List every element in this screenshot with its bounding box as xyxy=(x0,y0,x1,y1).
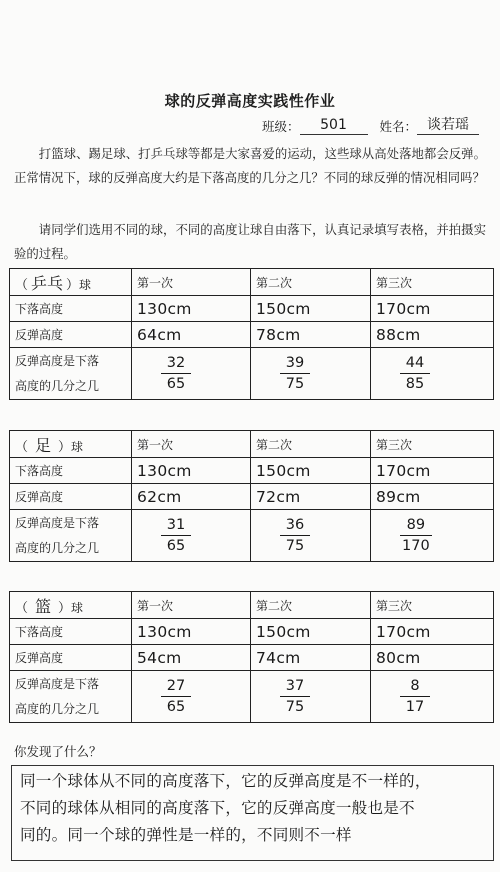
answer-box xyxy=(11,765,494,861)
record-table-3 xyxy=(9,591,494,723)
class-value: 501 xyxy=(300,116,368,135)
fraction-label-line-2: 高度的几分之几 xyxy=(15,378,100,393)
fraction-cell xyxy=(251,671,371,723)
fraction-value xyxy=(400,515,432,556)
bounce-height-row xyxy=(10,322,494,348)
attempt-3-header: 第三次 xyxy=(371,269,494,296)
bounce-height-value: 78cm xyxy=(251,322,371,348)
drop-height-value: 150cm xyxy=(251,458,371,484)
fraction-denominator: 85 xyxy=(400,373,430,394)
bounce-height-value: 72cm xyxy=(251,484,371,510)
fraction-value xyxy=(161,353,191,394)
fraction-cell xyxy=(132,348,251,400)
fraction-value xyxy=(280,676,310,717)
fraction-numerator: 31 xyxy=(166,517,186,533)
fraction-label xyxy=(10,348,132,400)
bounce-height-row xyxy=(10,645,494,671)
answer-line: 同的。同一个球的弹性是一样的，不同则不一样 xyxy=(20,826,352,844)
fraction-denominator: 75 xyxy=(280,535,310,556)
table-header-row xyxy=(10,431,494,458)
ball-type-cell xyxy=(10,592,132,619)
fraction-label-line-1: 反弹高度是下落 xyxy=(15,676,100,691)
intro-paragraph-2: 请同学们选用不同的球，不同的高度让球自由落下，认真记录填写表格，并拍摄实验的过程。 xyxy=(14,222,486,261)
fraction-cell xyxy=(251,510,371,562)
attempt-1-header: 第一次 xyxy=(132,431,251,458)
drop-height-value: 170cm xyxy=(371,296,494,322)
attempt-2-header: 第二次 xyxy=(251,431,371,458)
bounce-height-value: 74cm xyxy=(251,645,371,671)
record-table-1 xyxy=(9,268,494,400)
table-header-row xyxy=(10,592,494,619)
name-label: 姓名： xyxy=(379,119,418,134)
close-paren: ） xyxy=(66,277,80,293)
ball-name: 篮 xyxy=(35,596,52,616)
table-header-row xyxy=(10,269,494,296)
fraction-value xyxy=(161,515,191,556)
answer-line: 同一个球体从不同的高度落下，它的反弹高度是不一样的， xyxy=(20,772,431,790)
fraction-denominator: 65 xyxy=(161,535,191,556)
fraction-numerator: 27 xyxy=(166,678,186,694)
attempt-1-header: 第一次 xyxy=(132,592,251,619)
fraction-value xyxy=(280,353,310,394)
open-paren: （ xyxy=(15,439,29,455)
open-paren: （ xyxy=(15,600,29,616)
name-value: 谈若瑶 xyxy=(417,116,479,135)
ball-type-cell xyxy=(10,269,132,296)
fraction-cell xyxy=(371,348,494,400)
fraction-denominator: 65 xyxy=(161,373,191,394)
fraction-value xyxy=(400,353,430,394)
bounce-height-value: 54cm xyxy=(132,645,251,671)
drop-height-row xyxy=(10,619,494,645)
bounce-height-label: 反弹高度 xyxy=(10,484,132,510)
fraction-cell xyxy=(251,348,371,400)
fraction-cell xyxy=(371,510,494,562)
drop-height-label: 下落高度 xyxy=(10,296,132,322)
fraction-cell xyxy=(371,671,494,723)
fraction-numerator: 89 xyxy=(406,517,426,533)
fraction-numerator: 32 xyxy=(166,355,186,371)
fraction-label-line-2: 高度的几分之几 xyxy=(15,540,100,555)
class-label: 班级： xyxy=(262,119,300,134)
attempt-2-header: 第二次 xyxy=(251,592,371,619)
drop-height-value: 170cm xyxy=(371,619,494,645)
fraction-label-line-2: 高度的几分之几 xyxy=(15,701,100,716)
drop-height-row xyxy=(10,296,494,322)
answer-line: 不同的球体从相同的高度落下，它的反弹高度一般也是不 xyxy=(20,799,415,817)
bounce-height-value: 80cm xyxy=(371,645,494,671)
fraction-row xyxy=(10,671,494,723)
ball-suffix: 球 xyxy=(71,439,84,454)
attempt-1-header: 第一次 xyxy=(132,269,251,296)
bounce-height-row xyxy=(10,484,494,510)
ball-suffix: 球 xyxy=(71,600,84,615)
fraction-denominator: 75 xyxy=(280,696,310,717)
drop-height-label: 下落高度 xyxy=(10,458,132,484)
drop-height-value: 130cm xyxy=(132,458,251,484)
student-info xyxy=(262,116,479,135)
bounce-height-label: 反弹高度 xyxy=(10,322,132,348)
attempt-3-header: 第三次 xyxy=(371,431,494,458)
fraction-value xyxy=(400,676,430,717)
attempt-3-header: 第三次 xyxy=(371,592,494,619)
drop-height-value: 130cm xyxy=(132,619,251,645)
fraction-row xyxy=(10,510,494,562)
fraction-numerator: 8 xyxy=(410,678,420,694)
drop-height-value: 170cm xyxy=(371,458,494,484)
worksheet-title: 球的反弹高度实践性作业 xyxy=(164,92,336,110)
fraction-denominator: 170 xyxy=(400,535,432,556)
bounce-height-label: 反弹高度 xyxy=(10,645,132,671)
ball-name: 足 xyxy=(35,435,52,455)
fraction-denominator: 75 xyxy=(280,373,310,394)
ball-type-cell xyxy=(10,431,132,458)
close-paren: ） xyxy=(58,600,72,616)
drop-height-value: 150cm xyxy=(251,296,371,322)
drop-height-value: 150cm xyxy=(251,619,371,645)
record-table-2 xyxy=(9,430,494,562)
fraction-label xyxy=(10,510,132,562)
discovery-question: 你发现了什么？ xyxy=(14,744,102,759)
fraction-value xyxy=(280,515,310,556)
intro-paragraph-1: 打篮球、踢足球、打乒乓球等都是大家喜爱的运动，这些球从高处落地都会反弹。正常情况下，球的反弹高度大约是下落高度的几分之几？不同的球反弹的情况相同吗？ xyxy=(14,146,486,185)
fraction-numerator: 36 xyxy=(285,517,305,533)
fraction-numerator: 39 xyxy=(285,355,305,371)
close-paren: ） xyxy=(58,439,72,455)
drop-height-label: 下落高度 xyxy=(10,619,132,645)
fraction-denominator: 17 xyxy=(400,696,430,717)
fraction-row xyxy=(10,348,494,400)
open-paren: （ xyxy=(15,277,29,293)
drop-height-value: 130cm xyxy=(132,296,251,322)
fraction-value xyxy=(161,676,191,717)
fraction-label-line-1: 反弹高度是下落 xyxy=(15,515,100,530)
fraction-numerator: 37 xyxy=(285,678,305,694)
ball-name: 乒乓 xyxy=(31,273,64,293)
fraction-label xyxy=(10,671,132,723)
fraction-numerator: 44 xyxy=(405,355,425,371)
bounce-height-value: 64cm xyxy=(132,322,251,348)
bounce-height-value: 88cm xyxy=(371,322,494,348)
ball-suffix: 球 xyxy=(79,277,92,292)
bounce-height-value: 62cm xyxy=(132,484,251,510)
attempt-2-header: 第二次 xyxy=(251,269,371,296)
fraction-denominator: 65 xyxy=(161,696,191,717)
bounce-height-value: 89cm xyxy=(371,484,494,510)
drop-height-row xyxy=(10,458,494,484)
fraction-cell xyxy=(132,510,251,562)
fraction-label-line-1: 反弹高度是下落 xyxy=(15,353,100,368)
fraction-cell xyxy=(132,671,251,723)
